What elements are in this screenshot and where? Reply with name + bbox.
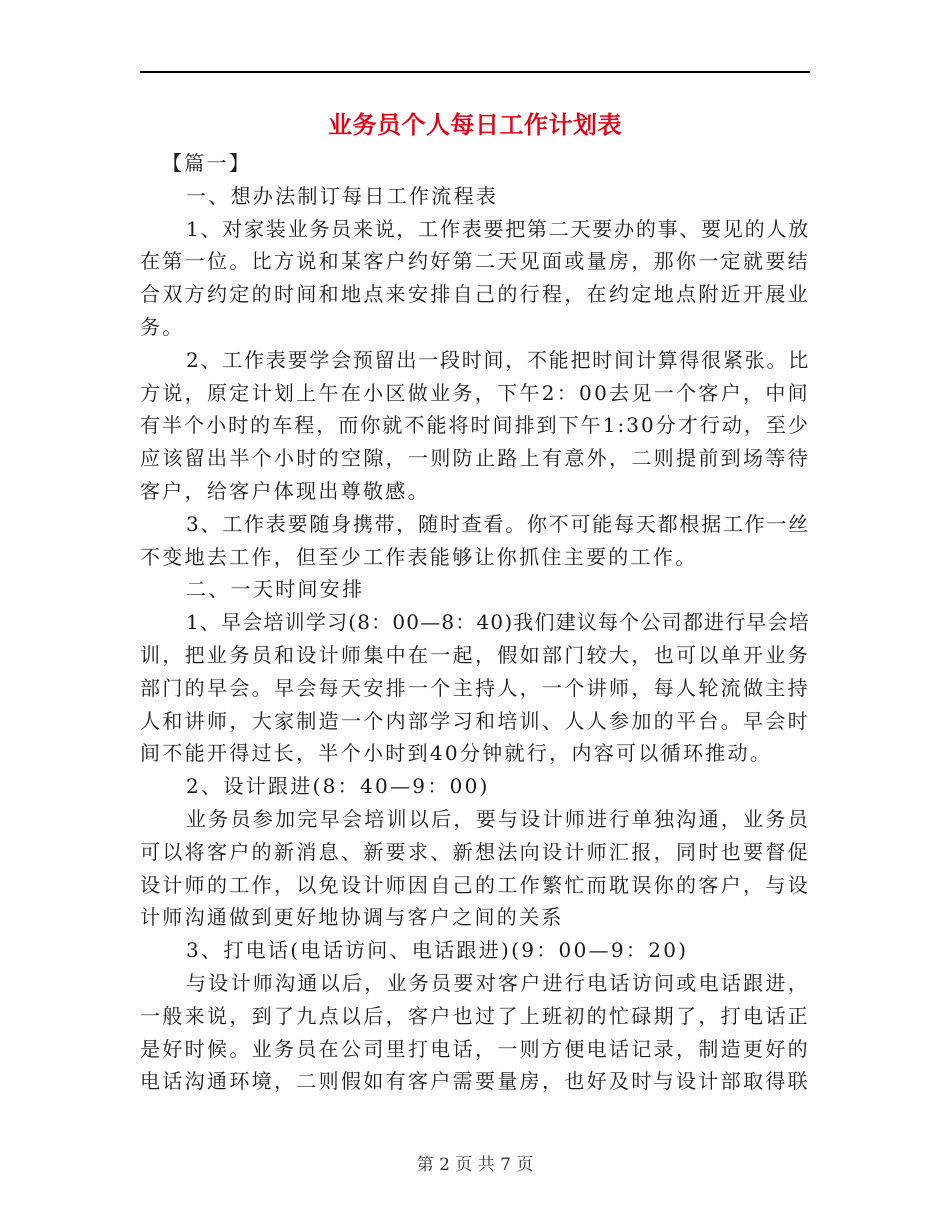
paragraph-line	[140, 475, 810, 508]
line-text: 间不能开得过长，半个小时到40分钟就行，内容可以循环推动。	[140, 741, 773, 766]
paragraph-line	[140, 901, 810, 934]
paragraph-line	[140, 967, 810, 1000]
line-text: 部门的早会。早会每天安排一个主持人，一个讲师，每人轮流做主持	[140, 675, 810, 700]
paragraph	[140, 508, 810, 574]
section-heading	[140, 180, 810, 213]
paragraph	[140, 967, 810, 1098]
subsection-heading	[140, 934, 810, 967]
section-label	[140, 147, 810, 180]
line-text: 二、一天时间安排	[186, 577, 365, 602]
line-text: 可以将客户的新消息、新要求、新想法向设计师汇报，同时也要督促	[140, 839, 810, 864]
paragraph-line	[140, 770, 810, 803]
paragraph-line	[140, 1065, 810, 1098]
line-text: 3、打电话(电话访问、电话跟进)(9：00—9：20)	[186, 938, 689, 963]
paragraph-line	[140, 541, 810, 574]
line-text: 业务员参加完早会培训以后，要与设计师进行单独沟通，业务员	[186, 806, 810, 831]
section-heading	[140, 573, 810, 606]
paragraph-line	[140, 639, 810, 672]
line-text: 应该留出半个小时的空隙，一则防止路上有意外，二则提前到场等待	[140, 446, 810, 471]
page-footer: 第 2 页 共 7 页	[416, 1155, 534, 1175]
paragraph-line	[140, 836, 810, 869]
paragraph	[140, 803, 810, 934]
paragraph-line	[140, 672, 810, 705]
line-text: 1、对家装业务员来说，工作表要把第二天要办的事、要见的人放	[186, 216, 810, 241]
line-text: 一、想办法制订每日工作流程表	[186, 183, 499, 208]
paragraph-line	[140, 737, 810, 770]
paragraph-line	[140, 803, 810, 836]
paragraph-line	[140, 311, 810, 344]
line-text: 是好时候。业务员在公司里打电话，一则方便电话记录，制造更好的	[140, 1036, 810, 1061]
paragraph-line	[140, 344, 810, 377]
paragraph-line	[140, 606, 810, 639]
line-text: 方说，原定计划上午在小区做业务，下午2：00去见一个客户，中间	[140, 380, 810, 405]
line-text: 电话沟通环境，二则假如有客户需要量房，也好及时与设计部取得联	[140, 1069, 810, 1094]
line-text: 人和讲师，大家制造一个内部学习和培训、人人参加的平台。早会时	[140, 708, 810, 733]
paragraph-line	[140, 213, 810, 246]
line-text: 合双方约定的时间和地点来安排自己的行程，在约定地点附近开展业	[140, 282, 810, 307]
header-rule	[140, 71, 810, 73]
line-text: 不变地去工作，但至少工作表能够让你抓住主要的工作。	[140, 544, 698, 569]
paragraph-line	[140, 245, 810, 278]
line-text: 2、工作表要学会预留出一段时间，不能把时间计算得很紧张。比	[186, 347, 810, 372]
paragraph	[140, 606, 810, 770]
paragraph-line	[140, 278, 810, 311]
line-text: 与设计师沟通以后，业务员要对客户进行电话访问或电话跟进，	[186, 970, 810, 995]
line-text: 客户，给客户体现出尊敬感。	[140, 478, 430, 503]
paragraph-line	[140, 705, 810, 738]
document-title: 业务员个人每日工作计划表	[328, 110, 622, 139]
line-text: 训，把业务员和设计师集中在一起，假如部门较大，也可以单开业务	[140, 642, 810, 667]
line-text: 2、设计跟进(8：40—9：00)	[186, 774, 490, 799]
paragraph-line	[140, 409, 810, 442]
paragraph-line	[140, 573, 810, 606]
line-text: 计师沟通做到更好地协调与客户之间的关系	[140, 905, 564, 930]
line-text: 一般来说，到了九点以后，客户也过了上班初的忙碌期了，打电话正	[140, 1003, 810, 1028]
paragraph-line	[140, 442, 810, 475]
subsection-heading	[140, 770, 810, 803]
paragraph-line	[140, 377, 810, 410]
line-text: 1、早会培训学习(8：00—8：40)我们建议每个公司都进行早会培	[186, 610, 810, 635]
line-text: 有半个小时的车程，而你就不能将时间排到下午1:30分才行动，至少	[140, 413, 810, 438]
paragraph	[140, 213, 810, 344]
paragraph-line	[140, 1000, 810, 1033]
paragraph-line	[140, 508, 810, 541]
paragraph	[140, 344, 810, 508]
line-text: 设计师的工作，以免设计师因自己的工作繁忙而耽误你的客户，与设	[140, 872, 810, 897]
paragraph-line	[140, 147, 810, 180]
line-text: 【篇一】	[162, 151, 252, 175]
line-text: 在第一位。比方说和某客户约好第二天见面或量房，那你一定就要结	[140, 249, 810, 274]
line-text: 3、工作表要随身携带，随时查看。你不可能每天都根据工作一丝	[186, 511, 810, 536]
document-body	[140, 147, 810, 1098]
paragraph-line	[140, 1033, 810, 1066]
paragraph-line	[140, 934, 810, 967]
paragraph-line	[140, 869, 810, 902]
line-text: 务。	[140, 314, 185, 339]
paragraph-line	[140, 180, 810, 213]
